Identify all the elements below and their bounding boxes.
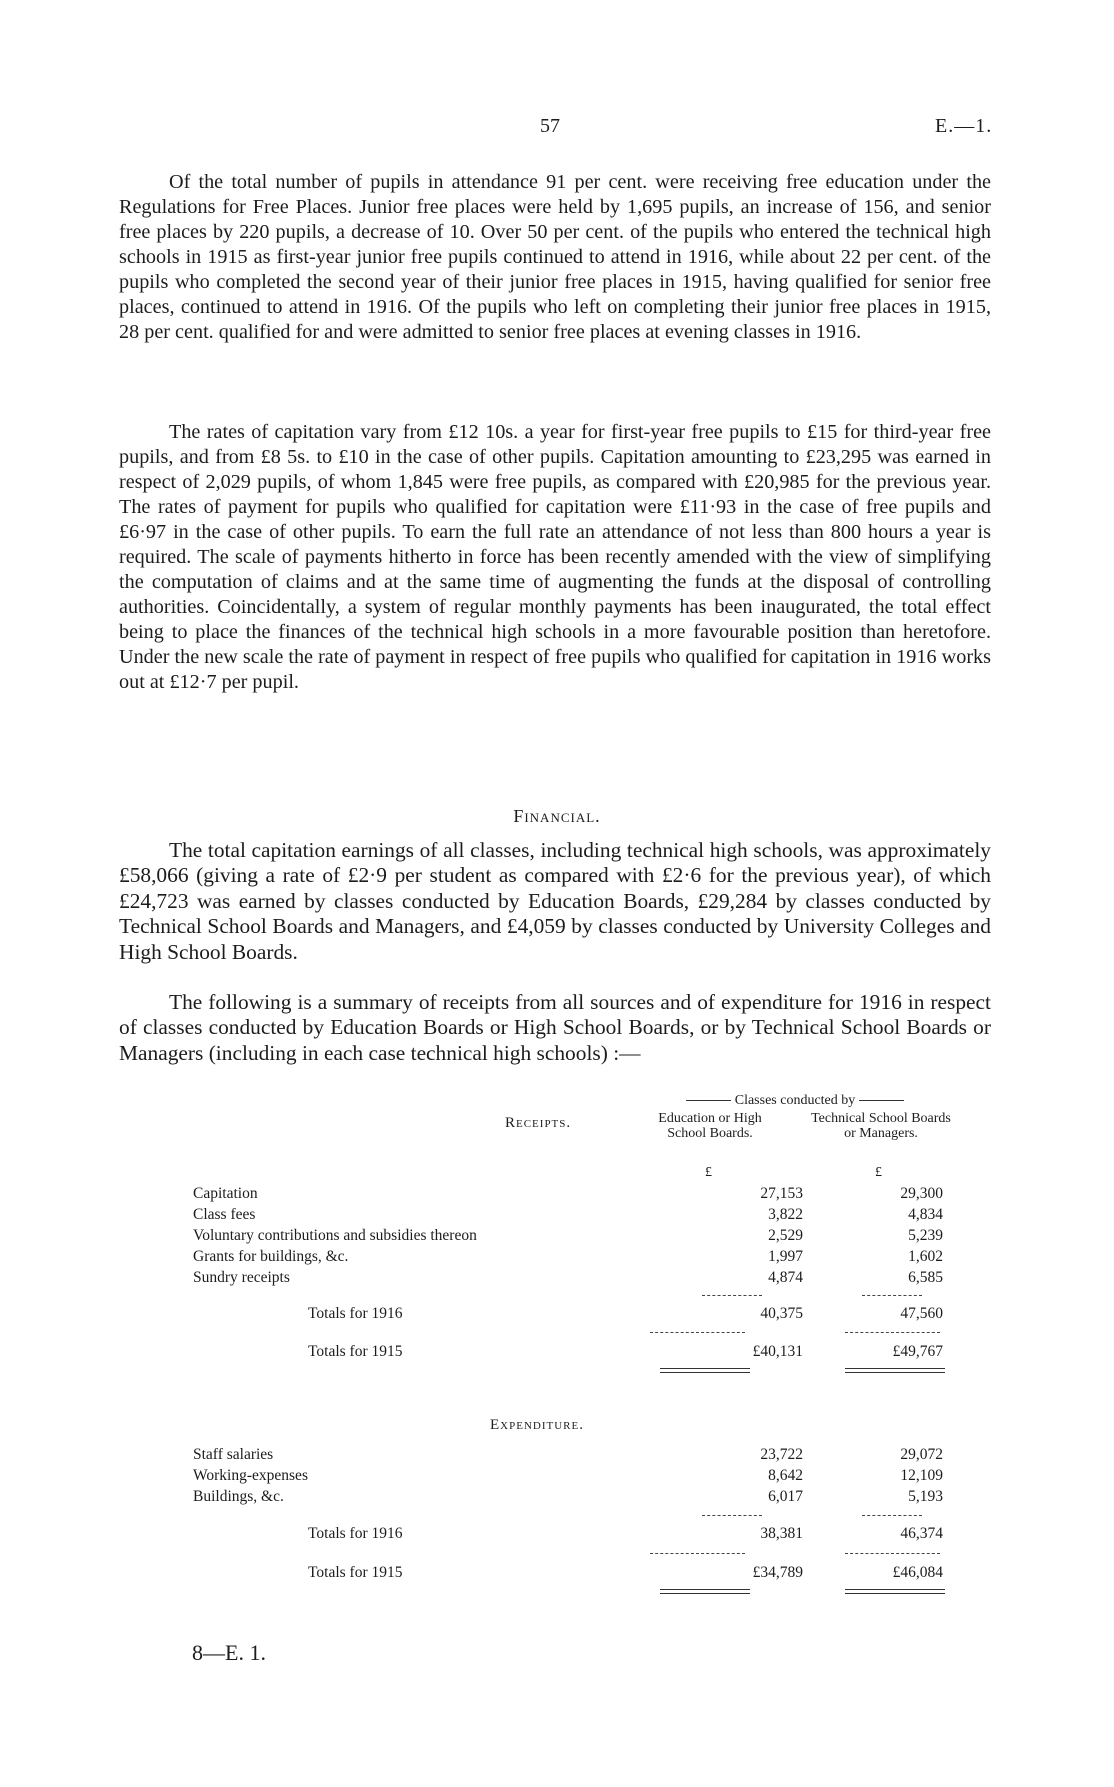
row-label: Sundry receipts — [193, 1269, 290, 1286]
row-value-col1: 3,822 — [768, 1206, 803, 1223]
row-label: Capitation — [193, 1185, 258, 1202]
paragraph-free-places: Of the total number of pupils in attendance 91 per cent. were receiving free education under the Regulations for Free Places. Junior free places were held by 1,695 pupils, an increase of 156, and senior free places by 220 pupils, a decrease of 10. Over 50 per cent. of the pupils who entered the technical high schools in 1915 as first-year junior free pupils continued to attend in 1916, while about 22 per cent. of the pupils who completed the second year of their junior free places in 1915, having qualified for senior free places, continued to attend in 1916. Of the pupils who left on completing their junior free places in 1915, 28 per cent. qualified for and were admitted to senior free places at evening classes in 1916. — [119, 171, 991, 343]
table-row — [193, 1446, 953, 1468]
row-value-col1: 8,642 — [768, 1467, 803, 1484]
row-value-col1: 2,529 — [768, 1227, 803, 1244]
subtotal-rule-col1 — [702, 1295, 762, 1296]
totals-row-1915 — [193, 1343, 953, 1365]
row-value-col2: 1,602 — [908, 1248, 943, 1265]
totals-label: Totals for 1915 — [308, 1343, 403, 1360]
row-value-col2: 4,834 — [908, 1206, 943, 1223]
totals-value-col1: £40,131 — [752, 1343, 803, 1360]
table-row — [193, 1467, 953, 1489]
totals-label: Totals for 1916 — [308, 1525, 403, 1542]
totals-label: Totals for 1916 — [308, 1305, 403, 1322]
totals-value-col2: £46,084 — [892, 1564, 943, 1581]
totals-value-col2: £49,767 — [892, 1343, 943, 1360]
table-row — [193, 1185, 953, 1207]
row-label: Class fees — [193, 1206, 256, 1223]
subtotal-rule-col2 — [862, 1515, 922, 1516]
table-group-header: Classes conducted by — [645, 1093, 945, 1109]
currency-symbol-col1: £ — [705, 1165, 712, 1180]
paragraph-capitation-earnings: The total capitation earnings of all classes, including technical high schools, was approximately £58,066 (giving a rate of £2·9 per student as compared with £2·6 for the previous year), of which £24,723 was earned by classes conducted by Education Boards, £29,284 by classes conducted by Technical School Boards and Managers, and £4,059 by classes conducted by University Colleges and High School Boards. — [119, 838, 991, 964]
row-value-col1: 23,722 — [760, 1446, 803, 1463]
totals-label: Totals for 1915 — [308, 1564, 403, 1581]
table-row — [193, 1227, 953, 1249]
row-value-col2: 29,300 — [900, 1185, 943, 1202]
row-value-col1: 6,017 — [768, 1488, 803, 1505]
row-value-col1: 27,153 — [760, 1185, 803, 1202]
double-rule-col1 — [660, 1368, 750, 1369]
financial-heading: Financial. — [513, 806, 601, 826]
row-label: Staff salaries — [193, 1446, 274, 1463]
table-row — [193, 1269, 953, 1291]
row-value-col2: 12,109 — [900, 1467, 943, 1484]
double-rule-col1 — [660, 1593, 750, 1594]
row-value-col2: 5,193 — [908, 1488, 943, 1505]
column-header-technical-boards: Technical School Boards or Managers. — [811, 1111, 951, 1141]
double-rule-col2 — [845, 1593, 945, 1594]
table-row — [193, 1488, 953, 1510]
row-value-col2: 5,239 — [908, 1227, 943, 1244]
rule-col2 — [845, 1553, 940, 1554]
column-header-education-boards: Education or High School Boards. — [658, 1111, 762, 1141]
row-label: Voluntary contributions and subsidies thereon — [193, 1227, 477, 1244]
double-rule-col2 — [845, 1589, 945, 1590]
totals-value-col2: 46,374 — [900, 1525, 943, 1542]
subtotal-rule-col2 — [862, 1295, 922, 1296]
rule-col1 — [650, 1332, 745, 1333]
totals-row-1916 — [193, 1305, 953, 1327]
table-row — [193, 1248, 953, 1270]
double-rule-col2 — [845, 1368, 945, 1369]
totals-value-col2: 47,560 — [900, 1305, 943, 1322]
row-value-col2: 6,585 — [908, 1269, 943, 1286]
receipts-title: Receipts. — [505, 1115, 572, 1131]
double-rule-col2 — [845, 1372, 945, 1373]
paragraph-capitation-rates: The rates of capitation vary from £12 10s. a year for first-year free pupils to £15 for third-year free pupils, and from £8 5s. to £10 in the case of other pupils. Capitation amounting to £23,295 was earned in respect of 2,029 pupils, of whom 1,845 were free pupils, as compared with £20,985 for the previous year. The rates of payment for pupils who qualified for capitation were £11·93 in the case of free pupils and £6·97 in the case of other pupils. To earn the full rate an attendance of not less than 800 hours a year is required. The scale of payments hitherto in force has been recently amended with the view of simplifying the computation of claims and at the same time of augmenting the funds at the disposal of controlling authorities. Coincidentally, a system of regular monthly payments has been inaugurated, the total effect being to place the finances of the technical high schools in a more favourable position than heretofore. Under the new scale the rate of payment in respect of free pupils who qualified for capitation in 1916 works out at £12·7 per pupil. — [119, 421, 991, 693]
totals-row-1916 — [193, 1525, 953, 1547]
paragraph-summary-intro: The following is a summary of receipts from all sources and of expenditure for 1916 in respect of classes conducted by Education Boards or High School Boards, or by Technical School Boards or Managers (including in each case technical high schools) :— — [119, 990, 991, 1065]
page-code: E.—1. — [935, 115, 993, 137]
totals-value-col1: 40,375 — [760, 1305, 803, 1322]
table-row — [193, 1206, 953, 1228]
expenditure-title: Expenditure. — [490, 1417, 584, 1433]
double-rule-col1 — [660, 1589, 750, 1590]
footer-code: 8—E. 1. — [192, 1640, 266, 1665]
row-value-col1: 1,997 — [768, 1248, 803, 1265]
row-label: Buildings, &c. — [193, 1488, 284, 1505]
currency-symbol-col2: £ — [875, 1165, 882, 1180]
subtotal-rule-col1 — [702, 1515, 762, 1516]
double-rule-col1 — [660, 1372, 750, 1373]
row-value-col1: 4,874 — [768, 1269, 803, 1286]
row-value-col2: 29,072 — [900, 1446, 943, 1463]
page-number: 57 — [540, 115, 560, 137]
row-label: Grants for buildings, &c. — [193, 1248, 349, 1265]
rule-col1 — [650, 1553, 745, 1554]
totals-row-1915 — [193, 1564, 953, 1586]
totals-value-col1: £34,789 — [752, 1564, 803, 1581]
totals-value-col1: 38,381 — [760, 1525, 803, 1542]
row-label: Working-expenses — [193, 1467, 308, 1484]
rule-col2 — [845, 1332, 940, 1333]
